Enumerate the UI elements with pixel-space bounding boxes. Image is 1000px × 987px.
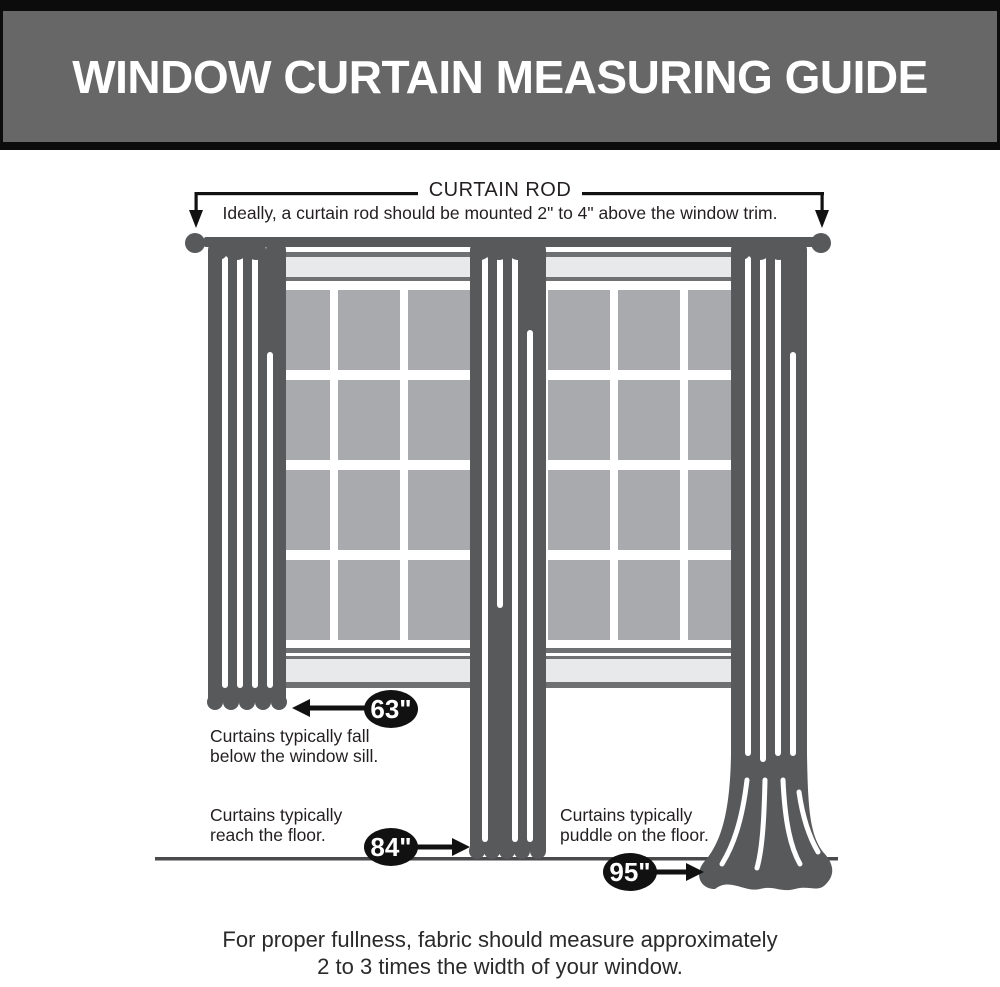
rod-mounting-note: Ideally, a curtain rod should be mounted 2" to 4" above the window trim. (222, 203, 778, 223)
window-pane (408, 560, 470, 640)
window-pane (618, 470, 680, 550)
window-pane (338, 290, 400, 370)
window-pane (408, 290, 470, 370)
curtain-scallop (514, 843, 530, 859)
curtain-scallop (731, 240, 751, 260)
curtain-scallop (484, 843, 500, 859)
rod-finial-left (185, 233, 205, 253)
caption-line: below the window sill. (210, 745, 379, 766)
curtain-scallop (223, 694, 239, 710)
caption-line: puddle on the floor. (560, 824, 709, 845)
fullness-note-line: For proper fullness, fabric should measure approximately (222, 927, 778, 952)
fullness-note-line: 2 to 3 times the width of your window. (317, 954, 683, 979)
length-badge-95: 95" (603, 853, 657, 891)
rod-label-row (0, 179, 1000, 202)
window-pane (338, 470, 400, 550)
curtain-scallop (271, 694, 287, 710)
window-pane (338, 380, 400, 460)
left-arrow-icon (292, 699, 310, 717)
right-arrow-icon (452, 838, 470, 856)
caption-reach-floor (210, 806, 342, 845)
caption-puddle-floor (560, 806, 709, 845)
window-pane (618, 560, 680, 640)
curtain-center-84 (469, 240, 546, 859)
window-pane (408, 380, 470, 460)
caption-below-sill (210, 727, 378, 766)
curtain-scallop (208, 240, 228, 260)
window-pane (338, 560, 400, 640)
curtain-scallop (499, 843, 515, 859)
curtain-scallop (266, 240, 286, 260)
window-pane (548, 290, 610, 370)
curtain-scallop (508, 240, 528, 260)
window-pane (618, 290, 680, 370)
length-badge-63: 63" (364, 690, 418, 728)
window-pane (618, 380, 680, 460)
caption-line: reach the floor. (210, 824, 326, 845)
length-badge-84: 84" (364, 828, 418, 866)
curtain-left-63 (207, 240, 287, 710)
curtain-scallop (469, 843, 485, 859)
curtain-scallop (769, 240, 789, 260)
caption-line: Curtains typically (560, 805, 693, 825)
curtain-scallop (470, 240, 490, 260)
fullness-note (0, 926, 1000, 980)
curtain-scallop (246, 240, 266, 260)
curtain-scallop (239, 694, 255, 710)
window-pane (408, 470, 470, 550)
curtain-rod-label: CURTAIN ROD (418, 179, 583, 202)
caption-line: Curtains typically (210, 805, 343, 825)
rod-finial-right (811, 233, 831, 253)
caption-line: Curtains typically fall (210, 726, 370, 746)
curtain-scallop (530, 843, 546, 859)
curtain-scallop (526, 240, 546, 260)
page-title: WINDOW CURTAIN MEASURING GUIDE (72, 50, 928, 103)
curtain-scallop (489, 240, 509, 260)
window-pane (548, 380, 610, 460)
curtain-scallop (255, 694, 271, 710)
curtain-scallop (227, 240, 247, 260)
window-pane (548, 470, 610, 550)
curtain-scallop (787, 240, 807, 260)
curtain-scallop (207, 694, 223, 710)
window-pane (548, 560, 610, 640)
curtain-scallop (750, 240, 770, 260)
